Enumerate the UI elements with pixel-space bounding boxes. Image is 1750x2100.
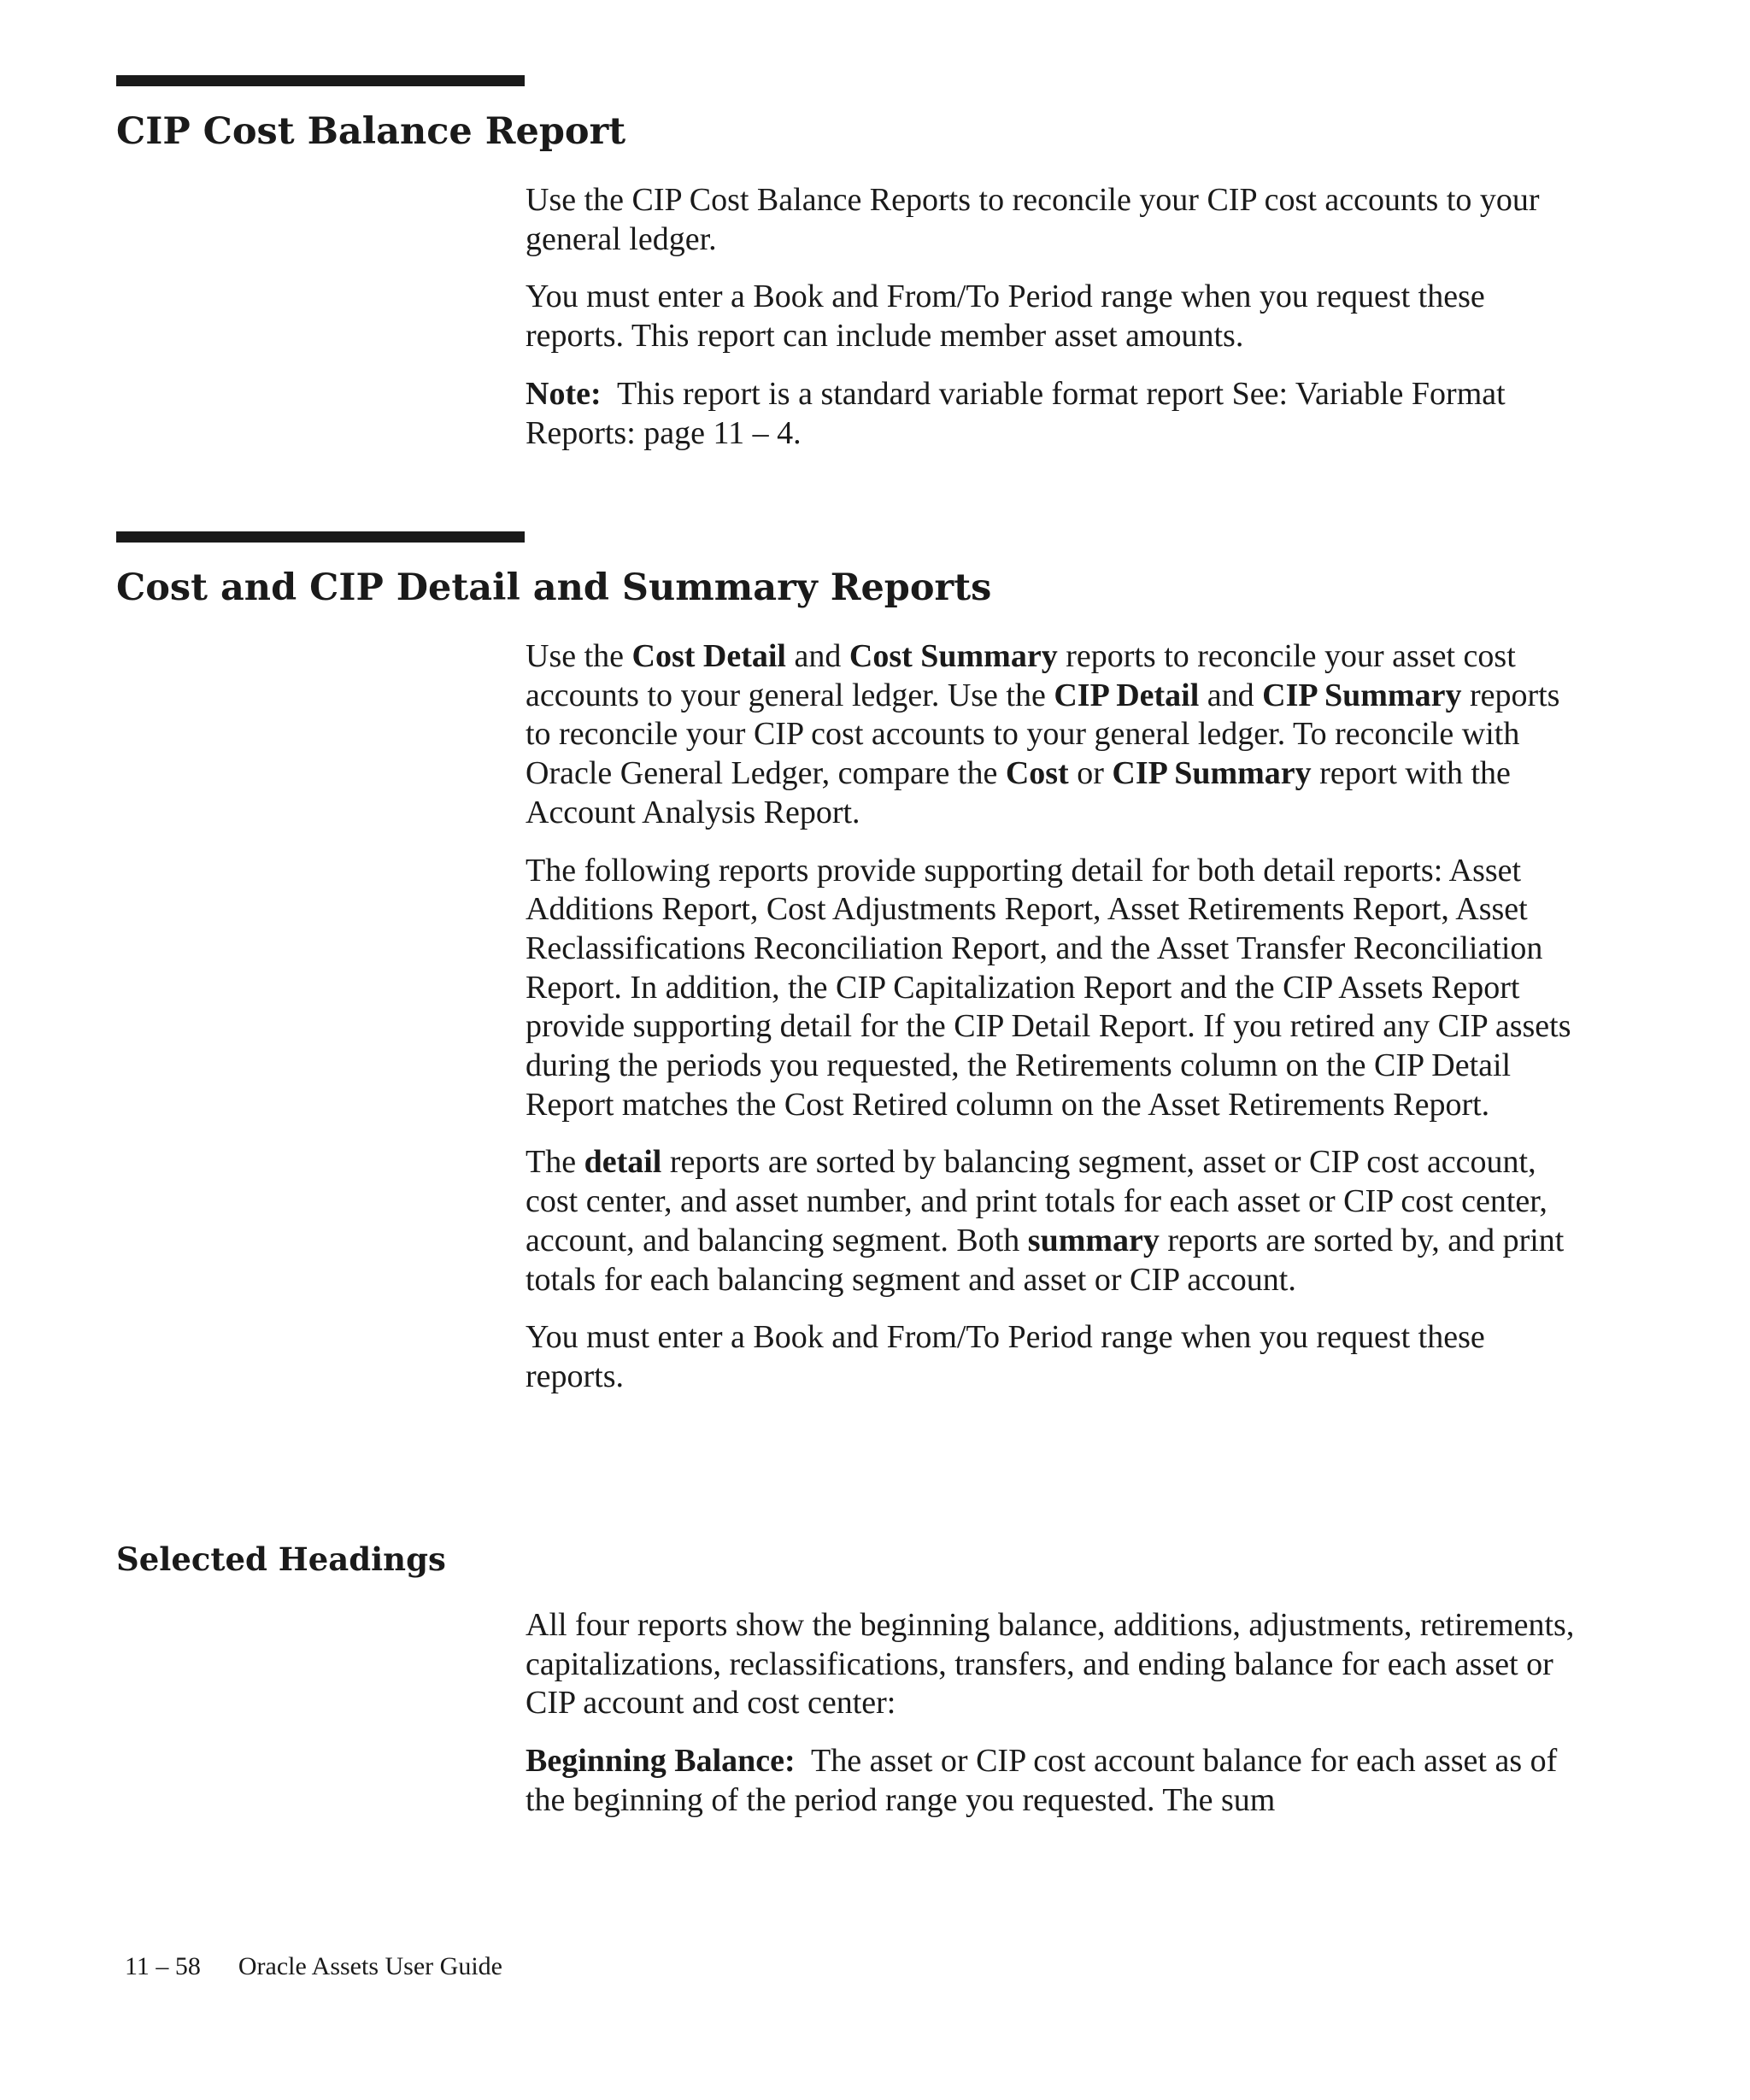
paragraph: You must enter a Book and From/To Period range when you request these reports.: [526, 1319, 1485, 1394]
paragraph: [526, 637, 1585, 833]
section-rule-1: [116, 75, 525, 86]
section-body-cost-cip-detail-summary: [526, 637, 1585, 1416]
bold-term: detail: [584, 1144, 662, 1181]
definition-text: The asset or CIP cost account balance for each asset as of the beginning of the period range you requested. The sum: [526, 1743, 1558, 1818]
text-run: reports are sorted by, and print totals for each balancing segment and asset or CIP account.: [526, 1222, 1565, 1298]
section-title-cip-cost-balance: CIP Cost Balance Report: [116, 110, 626, 153]
text-run: report with the Account Analysis Report.: [526, 755, 1511, 830]
section-body-cip-cost-balance: [526, 181, 1585, 472]
bold-report-name: CIP Summary: [1112, 755, 1312, 792]
paragraph: Use the CIP Cost Balance Reports to reconcile your CIP cost accounts to your general ledger.: [526, 182, 1540, 257]
bold-term: summary: [1027, 1222, 1160, 1258]
paragraph: [526, 1143, 1585, 1299]
bold-report-name: Cost: [1005, 755, 1069, 792]
page-number: 11 – 58: [125, 1952, 201, 1980]
subsection-title-selected-headings: Selected Headings: [116, 1540, 446, 1578]
text-run: or: [1068, 755, 1113, 792]
note-paragraph: [526, 375, 1585, 453]
paragraph: The following reports provide supporting detail for both detail reports: Asset Additions Report, Cost Adjustments Report, Asset Retirements Report, Asset Reclassifications Reconciliation Report, and the Asset Transfer Reconciliation Report. In addition, the CIP Capitalization Report and the CIP Assets Report provide supporting detail for the CIP Detail Report. If you retired any CIP assets during the periods you requested, the Retirements column on the CIP Detail Report matches the Cost Retired column on the Asset Retirements Report.: [526, 852, 1571, 1123]
section-title-cost-cip-detail-summary: Cost and CIP Detail and Summary Reports: [116, 566, 992, 609]
section-rule-2: [116, 531, 525, 543]
bold-report-name: Cost Detail: [631, 638, 786, 674]
definition-paragraph: [526, 1742, 1585, 1820]
bold-report-name: Cost Summary: [849, 638, 1058, 674]
section-body-selected-headings: [526, 1606, 1585, 1839]
note-text: This report is a standard variable format report See: Variable Format Reports: page 11 – 4.: [526, 375, 1506, 451]
text-run: and: [786, 638, 849, 674]
text-run: Use the: [526, 638, 632, 674]
text-run: reports to reconcile your CIP cost accounts to your general ledger. To reconcile with Oracle General Ledger, compare the: [526, 677, 1560, 792]
text-run: The: [526, 1144, 584, 1181]
text-run: reports to reconcile your asset cost accounts to your general ledger. Use the: [526, 638, 1516, 713]
paragraph: You must enter a Book and From/To Period range when you request these reports. This report can include member asset amounts.: [526, 279, 1485, 355]
definition-term: Beginning Balance:: [526, 1743, 796, 1780]
text-run: and: [1199, 677, 1263, 713]
book-title: Oracle Assets User Guide: [238, 1952, 502, 1980]
paragraph: All four reports show the beginning balance, additions, adjustments, retirements, capitalizations, reclassifications, transfers, and ending balance for each asset or CIP account and cost center:: [526, 1607, 1575, 1722]
bold-report-name: CIP Detail: [1054, 677, 1200, 713]
text-run: reports are sorted by balancing segment, asset or CIP cost account, cost center, and asset number, and print totals for each asset or CIP cost center, account, and balancing segment. Both: [526, 1144, 1547, 1258]
note-label: Note:: [526, 375, 602, 412]
page-footer: [125, 1951, 502, 1982]
bold-report-name: CIP Summary: [1262, 677, 1462, 713]
